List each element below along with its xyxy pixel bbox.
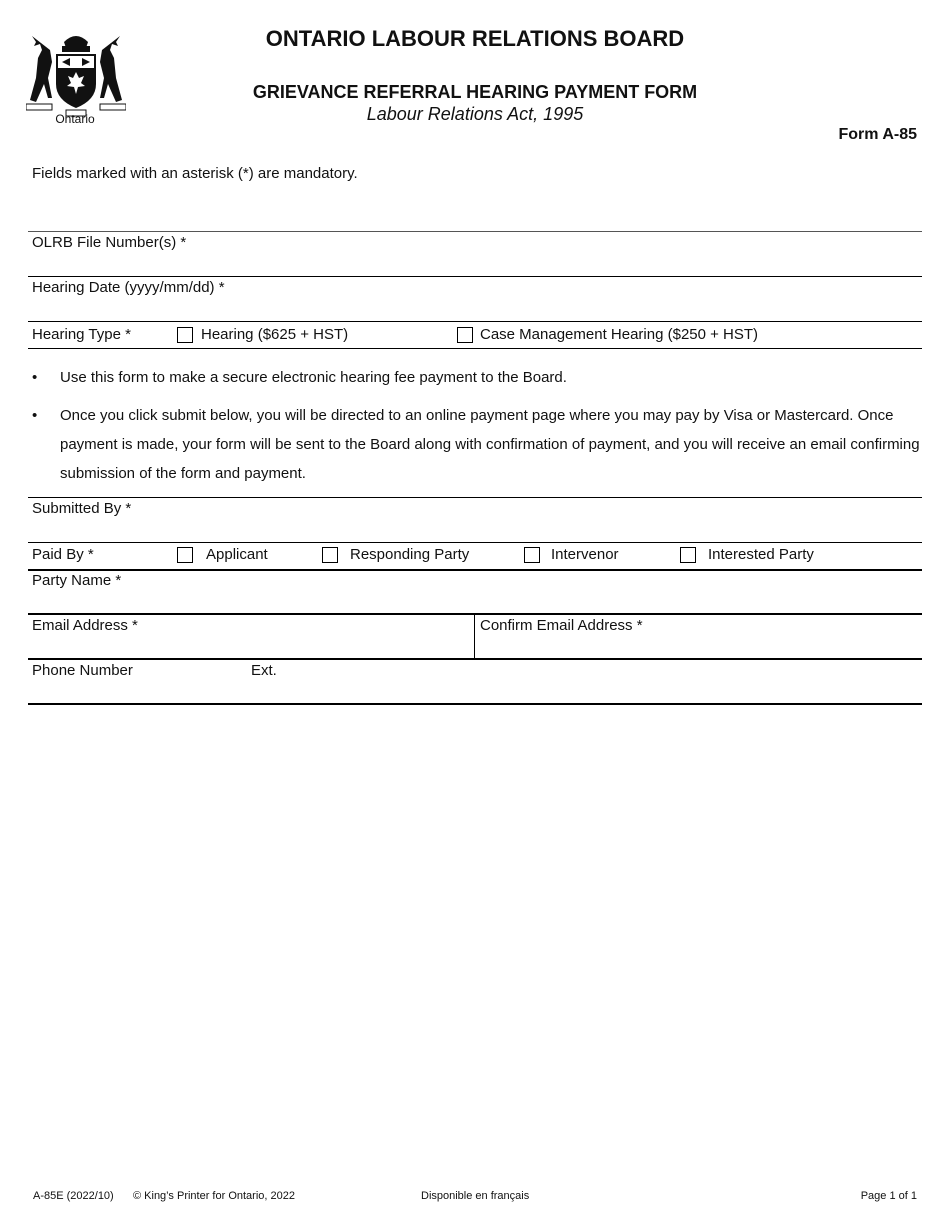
hearing-option-label: Hearing ($625 + HST) <box>201 326 349 343</box>
confirm-email-label: Confirm Email Address * <box>480 617 643 634</box>
form-number: Form A-85 <box>838 126 917 143</box>
interested-party-checkbox[interactable] <box>680 547 696 563</box>
divider <box>28 542 922 543</box>
divider <box>28 703 922 705</box>
hearing-type-label: Hearing Type * <box>32 326 131 343</box>
page-number: Page 1 of 1 <box>860 1190 917 1202</box>
submitted-by-field[interactable] <box>28 497 922 541</box>
logo-caption: Ontario <box>55 112 95 126</box>
form-title: GRIEVANCE REFERRAL HEARING PAYMENT FORM <box>252 82 698 102</box>
confirm-email-field[interactable] <box>475 614 922 658</box>
applicant-label: Applicant <box>206 546 268 563</box>
ext-label: Ext. <box>251 662 277 679</box>
hearing-date-field[interactable] <box>28 276 922 320</box>
file-number-label: OLRB File Number(s) * <box>32 234 187 251</box>
party-name-label: Party Name * <box>32 572 122 589</box>
hearing-date-label: Hearing Date (yyyy/mm/dd) * <box>32 279 225 296</box>
case-management-option-label: Case Management Hearing ($250 + HST) <box>480 326 759 343</box>
instruction-1: Use this form to make a secure electronic hearing fee payment to the Board. <box>60 369 567 386</box>
interested-party-label: Interested Party <box>708 546 814 563</box>
phone-label: Phone Number <box>32 662 133 679</box>
board-name: ONTARIO LABOUR RELATIONS BOARD <box>265 26 685 51</box>
email-label: Email Address * <box>32 617 138 634</box>
copyright: © King’s Printer for Ontario, 2022 <box>133 1190 295 1202</box>
responding-party-label: Responding Party <box>350 546 470 563</box>
divider <box>28 348 922 349</box>
intervenor-label: Intervenor <box>551 546 619 563</box>
mandatory-note: Fields marked with an asterisk (*) are mandatory. <box>32 165 358 182</box>
instruction-2: Once you click submit below, you will be directed to an online payment page where you may pay by Visa or Mastercard. Once payment is made, your form will be sent to the Board along with confirmation of payment, and you will receive an email confirming submission of the form and payment. <box>60 407 920 482</box>
phone-field[interactable] <box>140 659 240 703</box>
applicant-checkbox[interactable] <box>177 547 193 563</box>
intervenor-checkbox[interactable] <box>524 547 540 563</box>
form-code: A-85E (2022/10) <box>33 1190 114 1202</box>
file-number-field[interactable] <box>28 231 922 275</box>
submitted-by-label: Submitted By * <box>32 500 132 517</box>
divider <box>28 321 922 322</box>
hearing-checkbox[interactable] <box>177 327 193 343</box>
paid-by-label: Paid By * <box>32 546 94 563</box>
responding-party-checkbox[interactable] <box>322 547 338 563</box>
case-management-hearing-checkbox[interactable] <box>457 327 473 343</box>
ext-field[interactable] <box>285 659 485 703</box>
bullet: • <box>32 407 38 424</box>
party-name-field[interactable] <box>28 570 922 614</box>
email-field[interactable] <box>28 614 474 658</box>
act-name: Labour Relations Act, 1995 <box>366 104 584 124</box>
bullet: • <box>32 369 38 386</box>
french-version-note: Disponible en français <box>421 1190 530 1202</box>
